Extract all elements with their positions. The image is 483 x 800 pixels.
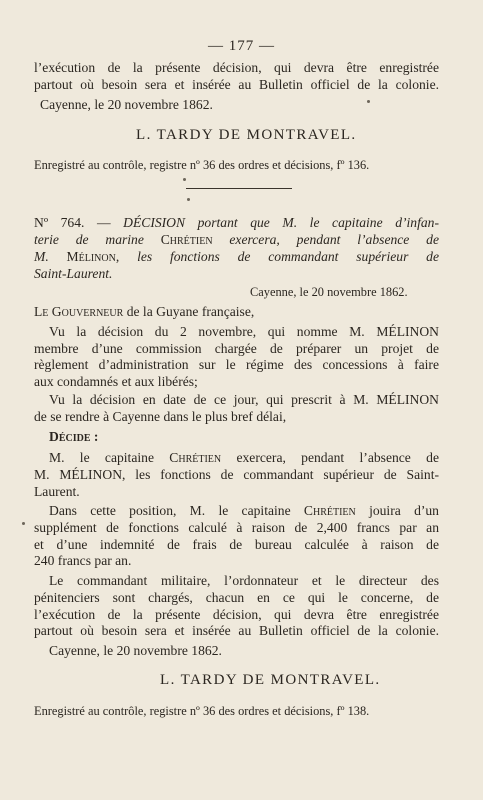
article-line: partout où besoin sera et insérée au Bulletin officiel de la colonie. [34,623,439,638]
print-speck [367,100,370,103]
decide-label: Décide : [49,429,99,444]
article-line: Le commandant militaire, l’ordonnateur et le directeur des [49,573,439,588]
vu-line: de se rendre à Cayenne dans le plus bref délai, [34,409,287,424]
article-line: M. MÉLINON, les fonctions de commandant supérieur de Saint- [34,467,439,482]
vu-line: Vu la décision du 2 novembre, qui nomme M. MÉLINON [49,324,439,339]
article-line: supplément de fonctions calculé à raison de 2,400 francs par an [34,520,439,535]
prev-registration: Enregistré au contrôle, registre nº 36 des ordres et décisions, fº 136. [34,158,370,172]
decision-heading-line: terie de marine Chrétien exercera, pendant l’absence de [34,232,439,247]
prev-text-line: l’exécution de la présente décision, qui devra être enregistrée [34,60,439,75]
print-speck [22,522,25,525]
separator-rule [186,188,292,189]
vu-line: règlement d’administration sur le régime des concessions à faire [34,357,439,372]
print-speck [187,198,190,201]
decision-heading-line [34,215,439,231]
decision-signature: L. TARDY DE MONTRAVEL. [160,672,381,688]
vu-line: membre d’une commission chargée de préparer un projet de [34,341,439,356]
article-line: pénitenciers sont chargés, chacun en ce qui le concerne, de [34,590,439,605]
decision-title: DÉCISION portant que M. le capitaine d’infan- [123,215,439,230]
prev-date: Cayenne, le 20 novembre 1862. [40,97,213,112]
vu-line: Vu la décision en date de ce jour, qui prescrit à M. MÉLINON [49,392,439,407]
article-line: Laurent. [34,484,80,499]
decision-dateline: Cayenne, le 20 novembre 1862. [250,285,408,299]
decision-date: Cayenne, le 20 novembre 1862. [49,643,222,658]
article-line: 240 francs par an. [34,553,132,568]
print-speck [183,178,186,181]
article-line: l’exécution de la présente décision, qui devra être enregistrée [34,607,439,622]
governor-line: Le Gouverneur de la Guyane française, [34,304,255,319]
decision-number: Nº 764. — [34,215,111,230]
vu-line: aux condamnés et aux libérés; [34,374,198,389]
prev-signature: L. TARDY DE MONTRAVEL. [136,127,357,143]
article-line: et d’une indemnité de frais de bureau calculée à raison de [34,537,439,552]
page-number: — 177 — [208,38,275,54]
decision-heading-line: Saint-Laurent. [34,266,113,281]
article-line: Dans cette position, M. le capitaine Chrétien jouira d’un [49,503,439,518]
prev-text-line: partout où besoin sera et insérée au Bulletin officiel de la colonie. [34,77,439,92]
article-line: M. le capitaine Chrétien exercera, pendant l’absence de [49,450,439,465]
decision-heading-line: M. Mélinon, les fonctions de commandant supérieur de [34,249,439,264]
decision-registration: Enregistré au contrôle, registre nº 36 des ordres et décisions, fº 138. [34,704,370,718]
